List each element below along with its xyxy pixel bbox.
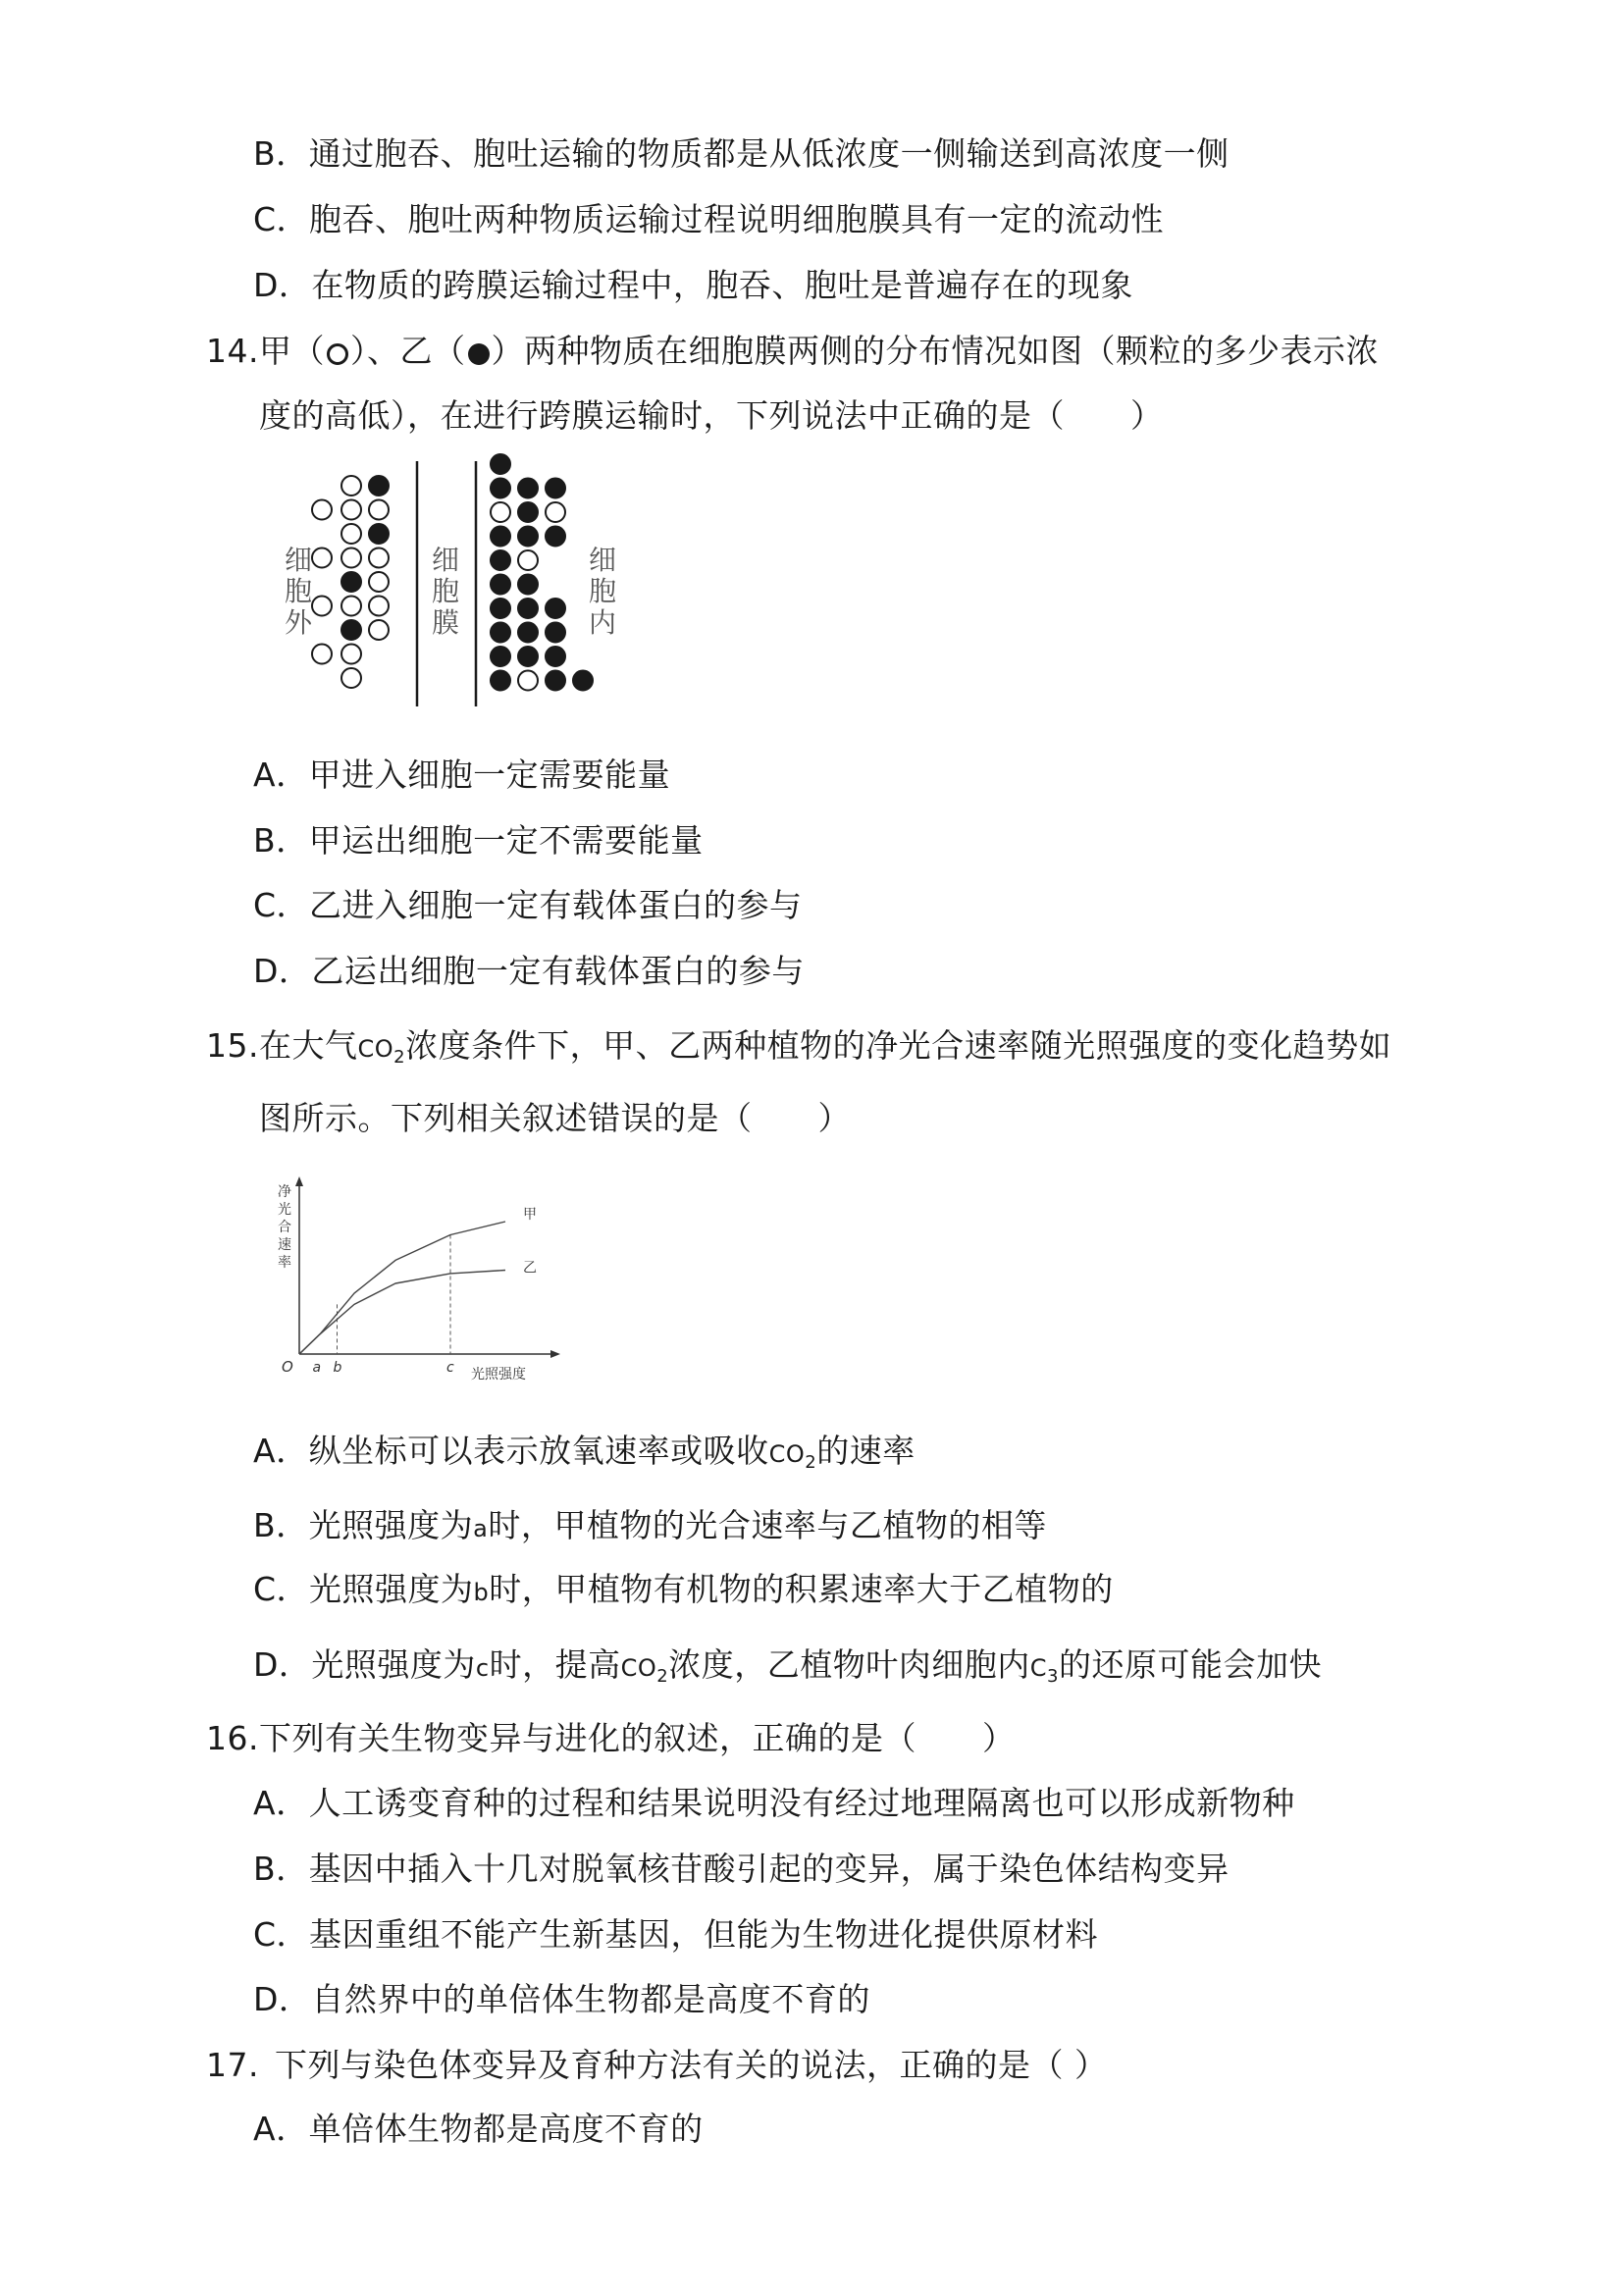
membrane-diagram [275, 456, 617, 716]
q17-number: 17. [206, 2046, 259, 2084]
particle-yi [341, 572, 361, 592]
particle-jia [341, 645, 361, 664]
particle-yi [573, 671, 593, 691]
particle-jia [369, 597, 389, 616]
particle-yi [491, 454, 510, 474]
particle-yi [491, 527, 510, 547]
particle-jia [369, 548, 389, 568]
x-marks [313, 1360, 455, 1376]
particle-jia [341, 500, 361, 520]
particle-yi [341, 620, 361, 640]
q16-option-b: B．基因中插入十几对脱氧核苷酸引起的变异，属于染色体结构变异 [253, 1850, 1230, 1888]
particle-jia [518, 550, 538, 570]
y-axis-label-char: 速 [278, 1237, 291, 1253]
y-axis-label-char: 光 [278, 1202, 291, 1218]
particle-yi [491, 623, 510, 643]
q14-option-d: D．乙运出细胞一定有载体蛋白的参与 [253, 952, 805, 990]
series-label-2: 乙 [523, 1260, 537, 1277]
particle-yi [491, 575, 510, 595]
y-axis-label [278, 1184, 291, 1271]
open-circle-icon [327, 343, 348, 365]
q14-stem-line1: 14.甲（ ）、乙（ ）两种物质在细胞膜两侧的分布情况如图（颗粒的多少表示浓 [206, 332, 1379, 370]
particle-yi [518, 599, 538, 618]
particle-jia [369, 500, 389, 520]
particle-yi [546, 479, 565, 498]
particle-jia [341, 524, 361, 544]
q17-stem: 17. 下列与染色体变异及育种方法有关的说法，正确的是（ ） [206, 2046, 1108, 2084]
particle-yi [518, 575, 538, 595]
particle-yi [491, 647, 510, 666]
particle-jia [312, 548, 332, 568]
particle-jia [312, 597, 332, 616]
particle-jia [369, 620, 389, 640]
particle-jia [369, 572, 389, 592]
q16-number: 16. [206, 1719, 259, 1757]
x-mark-b: b [333, 1360, 342, 1376]
q16-option-a: A．人工诱变育种的过程和结果说明没有经过地理隔离也可以形成新物种 [253, 1784, 1295, 1822]
q15-stem-line2: 图所示。下列相关叙述错误的是（ ） [259, 1099, 851, 1137]
series-curves [299, 1222, 505, 1354]
q13-option-d: D．在物质的跨膜运输过程中，胞吞、胞吐是普遍存在的现象 [253, 266, 1133, 304]
x-mark-a: a [312, 1360, 322, 1376]
q16-option-d: D．自然界中的单倍体生物都是高度不育的 [253, 1980, 870, 2018]
q14-option-a: A．甲进入细胞一定需要能量 [253, 756, 671, 794]
q17-option-a: A．单倍体生物都是高度不育的 [253, 2110, 704, 2148]
q16-option-c: C．基因重组不能产生新基因，但能为生物进化提供原材料 [253, 1915, 1099, 1954]
q15-option-b: B．光照强度为a时，甲植物的光合速率与乙植物的相等 [253, 1506, 1047, 1544]
x-mark-c: c [446, 1360, 454, 1376]
particle-yi [491, 599, 510, 618]
particle-yi [491, 671, 510, 691]
particle-jia [546, 502, 565, 522]
particle-yi [518, 527, 538, 547]
q14-number: 14. [206, 332, 259, 370]
q15-option-a: A．纵坐标可以表示放氧速率或吸收$CO_2$的速率 [253, 1432, 916, 1473]
q13-option-c: C．胞吞、胞吐两种物质运输过程说明细胞膜具有一定的流动性 [253, 200, 1165, 238]
x-axis-arrow [550, 1350, 560, 1358]
x-axis-label: 光照强度 [471, 1367, 526, 1383]
co2-formula: $CO_2$ [357, 1035, 406, 1068]
particle-jia [491, 502, 510, 522]
particle-yi [369, 476, 389, 496]
q13-option-b: B．通过胞吞、胞吐运输的物质都是从低浓度一侧输送到高浓度一侧 [253, 134, 1230, 173]
filled-circle-icon [468, 343, 490, 365]
series-line-1 [299, 1222, 505, 1354]
particle-yi [369, 524, 389, 544]
c3-formula: $C_3$ [1029, 1654, 1059, 1687]
particle-yi [546, 623, 565, 643]
y-axis-arrow [295, 1176, 303, 1186]
particle-yi [518, 623, 538, 643]
co2-formula: $CO_2$ [768, 1440, 817, 1473]
particle-jia [341, 668, 361, 688]
particle-yi [518, 647, 538, 666]
q15-option-d: D．光照强度为c时，提高$CO_2$浓度，乙植物叶肉细胞内$C_3$的还原可能会加快 [253, 1645, 1322, 1687]
q15-option-c: C．光照强度为b时，甲植物有机物的积累速率大于乙植物的 [253, 1570, 1114, 1608]
particle-jia [341, 548, 361, 568]
y-axis-label-char: 合 [278, 1220, 291, 1235]
q15-stem-line1: 15.在大气$CO_2$浓度条件下，甲、乙两种植物的净光合速率随光照强度的变化趋势如 [206, 1026, 1392, 1068]
particle-yi [546, 671, 565, 691]
y-axis-label-char: 净 [278, 1184, 291, 1200]
particle-jia [341, 476, 361, 496]
series-label-1: 甲 [523, 1207, 537, 1223]
inside-particles [491, 454, 593, 691]
particle-jia [518, 671, 538, 691]
y-axis-label-char: 率 [278, 1255, 291, 1271]
particle-yi [546, 647, 565, 666]
photosynthesis-chart [270, 1173, 564, 1393]
particle-yi [518, 502, 538, 522]
particle-yi [518, 479, 538, 498]
co2-formula: $CO_2$ [620, 1654, 669, 1687]
series-line-2 [299, 1271, 505, 1355]
outside-particles [312, 476, 389, 688]
particle-jia [312, 500, 332, 520]
label-inside: 细胞内 [589, 544, 617, 639]
particle-yi [491, 479, 510, 498]
q16-stem: 16.下列有关生物变异与进化的叙述，正确的是（ ） [206, 1719, 1016, 1757]
particle-jia [312, 645, 332, 664]
label-outside: 细胞外 [285, 544, 313, 639]
particle-yi [491, 550, 510, 570]
q14-option-c: C．乙进入细胞一定有载体蛋白的参与 [253, 886, 803, 924]
series-labels [523, 1207, 537, 1277]
label-membrane: 细胞膜 [432, 544, 460, 639]
origin-label: O [282, 1358, 293, 1376]
q14-stem-line2: 度的高低），在进行跨膜运输时，下列说法中正确的是（ ） [259, 396, 1164, 435]
particle-yi [546, 527, 565, 547]
particle-jia [341, 597, 361, 616]
q15-number: 15. [206, 1026, 259, 1065]
particle-yi [546, 599, 565, 618]
q14-option-b: B．甲运出细胞一定不需要能量 [253, 821, 704, 860]
